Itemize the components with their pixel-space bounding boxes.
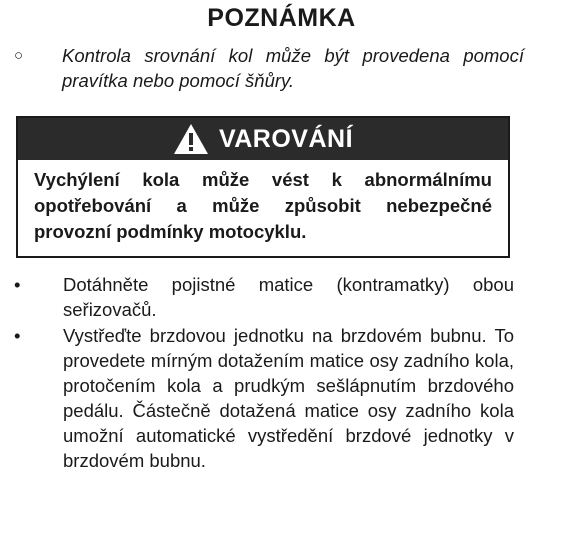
- note-item: [14, 43, 524, 93]
- step-text: Dotáhněte pojistné matice (kontramatky) obou seřizovačů.: [63, 274, 514, 320]
- warning-triangle-icon: [173, 123, 209, 155]
- note-text: Kontrola srovnání kol může být provedena pomocí pravítka nebo pomocí šňůry.: [62, 45, 524, 91]
- warning-title: VAROVÁNÍ: [218, 124, 354, 153]
- step-text: Vystřeďte brzdovou jednotku na brzdovém bubnu. To provedete mírným dotažením matice osy zadního kola, protočením kola a prudkým sešlápnutím brzdového pedálu. Částečně dotažená matice osy zadního kola umožní automatické vystředění brzdové jednotky v brzdovém bubnu.: [63, 325, 514, 471]
- bullet-icon: •: [14, 325, 21, 346]
- warning-header: [18, 118, 508, 160]
- note-heading: POZNÁMKA: [207, 4, 356, 32]
- hollow-bullet-icon: ○: [14, 47, 24, 64]
- warning-box: [16, 116, 510, 258]
- steps-list: [14, 272, 514, 474]
- warning-text: Vychýlení kola může vést k abnormálnímu opotřebování a může způsobit nebezpečné provozní podmínky motocyklu.: [34, 169, 492, 242]
- list-item: [14, 272, 514, 322]
- bullet-icon: •: [14, 274, 21, 295]
- list-item: [14, 323, 514, 473]
